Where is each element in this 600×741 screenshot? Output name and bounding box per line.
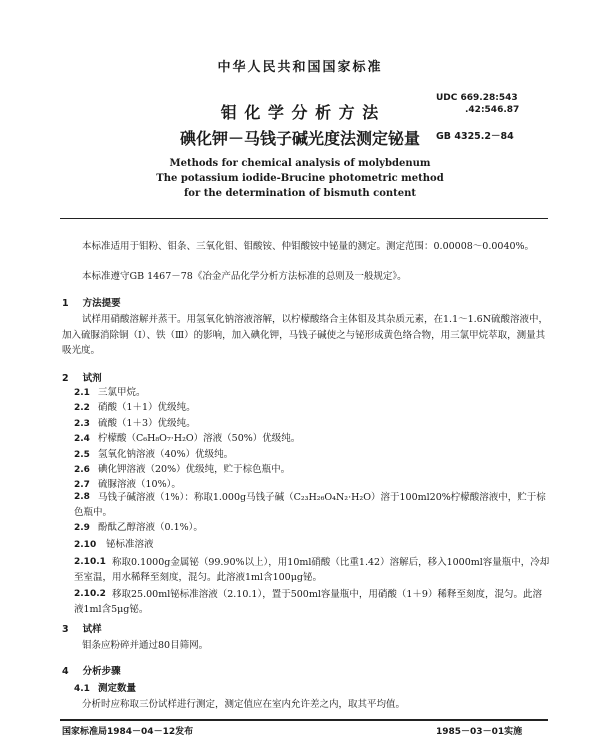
item-text: 柠檬酸（C₆H₈O₇·H₂O）溶液（50%）优级纯。	[98, 433, 301, 445]
item-number: 2.2	[74, 403, 90, 414]
effective-date: 1985－03－01实施	[436, 727, 523, 737]
item-number: 2.6	[74, 465, 90, 475]
section-4-heading	[62, 663, 121, 677]
item-number: 2.7	[74, 480, 90, 491]
section-title: 试剂	[82, 373, 102, 384]
section-title: 试样	[82, 624, 102, 635]
english-title-line-1: Methods for chemical analysis of molybdenum	[169, 158, 431, 169]
issue-date: 国家标准局1984－04－12发布	[62, 727, 194, 737]
item-number: 2.3	[74, 418, 90, 429]
udc-code-line-2: .42:546.87	[465, 105, 520, 115]
item-text: 硫酸（1＋3）优级纯。	[98, 417, 196, 429]
section-number: 2	[62, 373, 69, 384]
analysis-count-paragraph: 分析时应称取三份试样进行测定，测定值应在室内允许差之内，取其平均值。	[82, 699, 406, 710]
item-text: 硫脲溶液（10%）。	[98, 479, 181, 491]
section-2-heading	[62, 370, 102, 384]
section-title: 方法提要	[82, 298, 121, 309]
sample-paragraph: 钼条应粉碎并通过80目筛网。	[82, 640, 209, 651]
item-number: 2.10	[74, 540, 97, 550]
item-number: 2.4	[74, 434, 90, 445]
item-text: 测定数量	[98, 683, 137, 694]
item-number: 2.10.1	[74, 557, 106, 567]
reagent-item-2-10-2	[74, 587, 550, 617]
english-title-line-3: for the determination of bismuth content	[183, 188, 417, 199]
item-text: 马钱子碱溶液（1%）：称取1.000g马钱子碱（C₂₃H₂₆O₄N₂·H₂O）溶于100ml20%柠檬酸溶液中，贮于棕色瓶中。	[74, 492, 546, 518]
section-number: 3	[62, 624, 69, 635]
item-text: 三氯甲烷。	[98, 387, 146, 398]
item-number: 4.1	[74, 684, 90, 694]
item-number: 2.5	[74, 449, 90, 460]
reagent-item-2-10-1	[74, 555, 550, 585]
section-title: 分析步骤	[82, 666, 121, 677]
header-divider	[60, 218, 548, 219]
item-number: 2.10.2	[74, 589, 106, 599]
item-text: 氢氧化钠溶液（40%）优级纯。	[98, 448, 234, 460]
item-text: 硝酸（1＋1）优级纯。	[98, 402, 196, 414]
section-number: 1	[62, 298, 69, 309]
compliance-paragraph: 本标准遵守GB 1467－78《冶金产品化学分析方法标准的总则及一般规定》。	[82, 271, 407, 282]
item-text: 酚酞乙醇溶液（0.1%）。	[98, 522, 203, 533]
item-number: 2.8	[74, 492, 90, 502]
english-title-line-2: The potassium iodide-Brucine photometric method	[156, 173, 444, 184]
footer-divider	[60, 719, 548, 721]
section-3-heading	[62, 621, 102, 635]
item-text: 称取0.1000g金属铋（99.90%以上），用10ml硝酸（比重1.42）溶解后，移入1000ml容量瓶中，冷却至室温，用水稀释至刻度，混匀。此溶液1ml含100μg铋。	[74, 557, 550, 583]
item-number: 2.9	[74, 523, 90, 533]
gb-number: GB 4325.2－84	[436, 131, 514, 142]
scope-paragraph: 本标准适用于钼粉、钼条、三氧化钼、钼酸铵、仲钼酸铵中铋量的测定。测定范围：0.00008～0.0040%。	[82, 241, 535, 252]
section-number: 4	[62, 666, 69, 677]
item-text: 移取25.00ml铋标准溶液（2.10.1），置于500ml容量瓶中，用硝酸（1＋9）稀释至刻度，混匀。此溶液1ml含5μg铋。	[74, 589, 542, 615]
title-line-1: 钼 化 学 分 析 方 法	[220, 103, 380, 122]
item-number: 2.1	[74, 388, 90, 398]
section-1-heading	[62, 295, 121, 309]
method-summary-paragraph: 试样用硝酸溶解并蒸干。用氢氧化钠溶液溶解，以柠檬酸络合主体钼及其杂质元素，在1.1～1.6N硫酸溶液中，加入硫脲消除铜（Ⅰ）、铁（Ⅲ）的影响，加入碘化钾，马钱子碱使之与铋形成黄色络合物，用三氯甲烷萃取，测量其吸光度。	[62, 314, 549, 356]
udc-code-line-1: UDC 669.28:543	[436, 93, 518, 103]
item-text: 碘化钾溶液（20%）优级纯，贮于棕色瓶中。	[98, 464, 291, 475]
reagent-item-2-8	[74, 490, 550, 520]
title-line-2: 碘化钾－马钱子碱光度法测定铋量	[179, 129, 420, 148]
country-standard-heading: 中华人民共和国国家标准	[217, 60, 383, 75]
item-text: 铋标准溶液	[106, 539, 154, 550]
